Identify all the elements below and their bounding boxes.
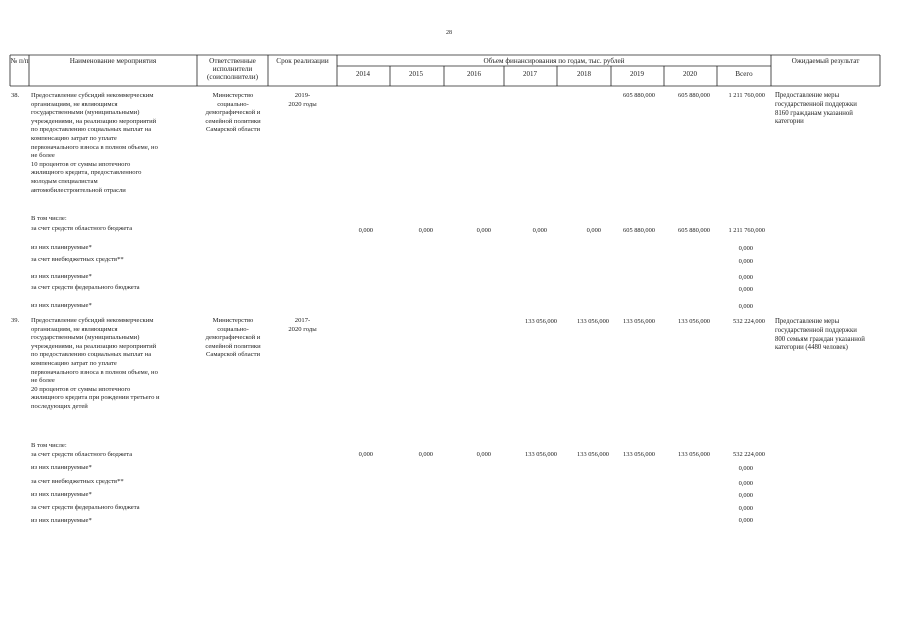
funding-source-label: за счет средств областного бюджета	[31, 225, 133, 232]
funding-source-label: за счет внебюджетных средств**	[31, 256, 124, 263]
header-result: Ожидаемый результат	[791, 57, 860, 65]
funding-source-label: за счет средств областного бюджета	[31, 451, 133, 458]
funding-source-label: из них планируемые*	[31, 244, 92, 251]
amount-total-cell: 0,000	[738, 258, 753, 265]
amount-cell: 605 880,000	[623, 227, 655, 234]
amount-cell: 133 056,000	[623, 451, 655, 458]
header-year: 2015	[409, 70, 423, 78]
header-year: 2016	[467, 70, 481, 78]
amount-total-cell: 532 224,000	[733, 451, 765, 458]
amount-cell: 133 056,000	[525, 318, 557, 325]
expected-result: Предоставление меры государственной поддержки 8160 гражданам указанной категории	[775, 92, 857, 126]
amount-total-cell: 532 224,000	[733, 318, 765, 325]
funding-source-label: из них планируемые*	[31, 273, 92, 280]
amount-total-cell: 0,000	[738, 492, 753, 499]
header-responsible: Ответственные исполнители (соисполнители)	[207, 57, 258, 81]
header-year: 2018	[577, 70, 591, 78]
amount-cell: 133 056,000	[577, 451, 609, 458]
funding-source-label: из них планируемые*	[31, 464, 92, 471]
header-year: 2020	[683, 70, 697, 78]
amount-total-cell: 1 211 760,000	[728, 92, 765, 99]
measure-name: Предоставление субсидий некоммерческим организациям, не являющимся государственными (муниципальными) учреждениями, на реализацию мероприятий по предоставлению социальных выплат на компенсацию затрат по уплате первоначального взноса в полном объеме, но не более 10 процентов от суммы ипотечного жилищного кредита, предоставленного молодым специалистам автомобилестроительной отрасли	[31, 92, 158, 194]
header-name: Наименование мероприятия	[69, 57, 157, 65]
amount-cell: 605 880,000	[623, 92, 655, 99]
row-number: 38.	[11, 92, 20, 99]
amount-cell: 0,000	[418, 227, 433, 234]
header-num: № п/п	[10, 57, 29, 65]
amount-cell: 133 056,000	[678, 451, 710, 458]
header-year: 2017	[523, 70, 537, 78]
amount-cell: 605 880,000	[678, 92, 710, 99]
page-number: 28	[446, 30, 452, 36]
amount-total-cell: 0,000	[738, 274, 753, 281]
amount-cell: 0,000	[532, 227, 547, 234]
amount-total-cell: 0,000	[738, 303, 753, 310]
amount-cell: 0,000	[358, 227, 373, 234]
funding-source-label: за счет средств федерального бюджета	[31, 504, 140, 511]
header-finance: Объем финансирования по годам, тыс. рублей	[483, 57, 625, 65]
amount-cell: 0,000	[476, 227, 491, 234]
including-label: В том числе:	[31, 442, 67, 449]
funding-source-label: из них планируемые*	[31, 517, 92, 524]
header-year: 2019	[630, 70, 644, 78]
funding-source-label: из них планируемые*	[31, 491, 92, 498]
amount-total-cell: 0,000	[738, 286, 753, 293]
funding-source-label: из них планируемые*	[31, 302, 92, 309]
amount-cell: 0,000	[418, 451, 433, 458]
measure-name: Предоставление субсидий некоммерческим организациям, не являющимся государственными (муниципальными) учреждениями, на реализацию мероприятий по предоставлению социальных выплат на компенсацию затрат по уплате первоначального взноса в полном объеме, но не более 20 процентов от суммы ипотечного жилищного кредита при рождении третьего и последующих детей	[31, 317, 160, 410]
responsible-executor: Министерство социально- демографической и семейной политики Самарской области	[205, 92, 261, 134]
funding-source-label: за счет внебюджетных средств**	[31, 478, 124, 485]
amount-total-cell: 0,000	[738, 245, 753, 252]
funding-source-label: за счет средств федерального бюджета	[31, 284, 140, 291]
amount-cell: 133 056,000	[525, 451, 557, 458]
amount-cell: 133 056,000	[577, 318, 609, 325]
including-label: В том числе:	[31, 215, 67, 222]
expected-result: Предоставление меры государственной поддержки 800 семьям граждан указанной категории (4480 человек)	[775, 318, 865, 352]
amount-cell: 605 880,000	[678, 227, 710, 234]
amount-total-cell: 0,000	[738, 465, 753, 472]
responsible-executor: Министерство социально- демографической и семейной политики Самарской области	[205, 317, 261, 359]
header-period: Срок реализации	[276, 57, 329, 65]
implementation-period: 2017- 2020 годы	[288, 317, 317, 333]
implementation-period: 2019- 2020 годы	[288, 92, 317, 108]
amount-cell: 133 056,000	[623, 318, 655, 325]
amount-cell: 133 056,000	[678, 318, 710, 325]
amount-total-cell: 0,000	[738, 505, 753, 512]
row-number: 39.	[11, 317, 20, 324]
amount-cell: 0,000	[358, 451, 373, 458]
amount-total-cell: 0,000	[738, 517, 753, 524]
amount-total-cell: 0,000	[738, 480, 753, 487]
header-year: 2014	[356, 70, 370, 78]
header-year-total: Всего	[735, 70, 753, 78]
amount-cell: 0,000	[586, 227, 601, 234]
amount-total-cell: 1 211 760,000	[728, 227, 765, 234]
amount-cell: 0,000	[476, 451, 491, 458]
